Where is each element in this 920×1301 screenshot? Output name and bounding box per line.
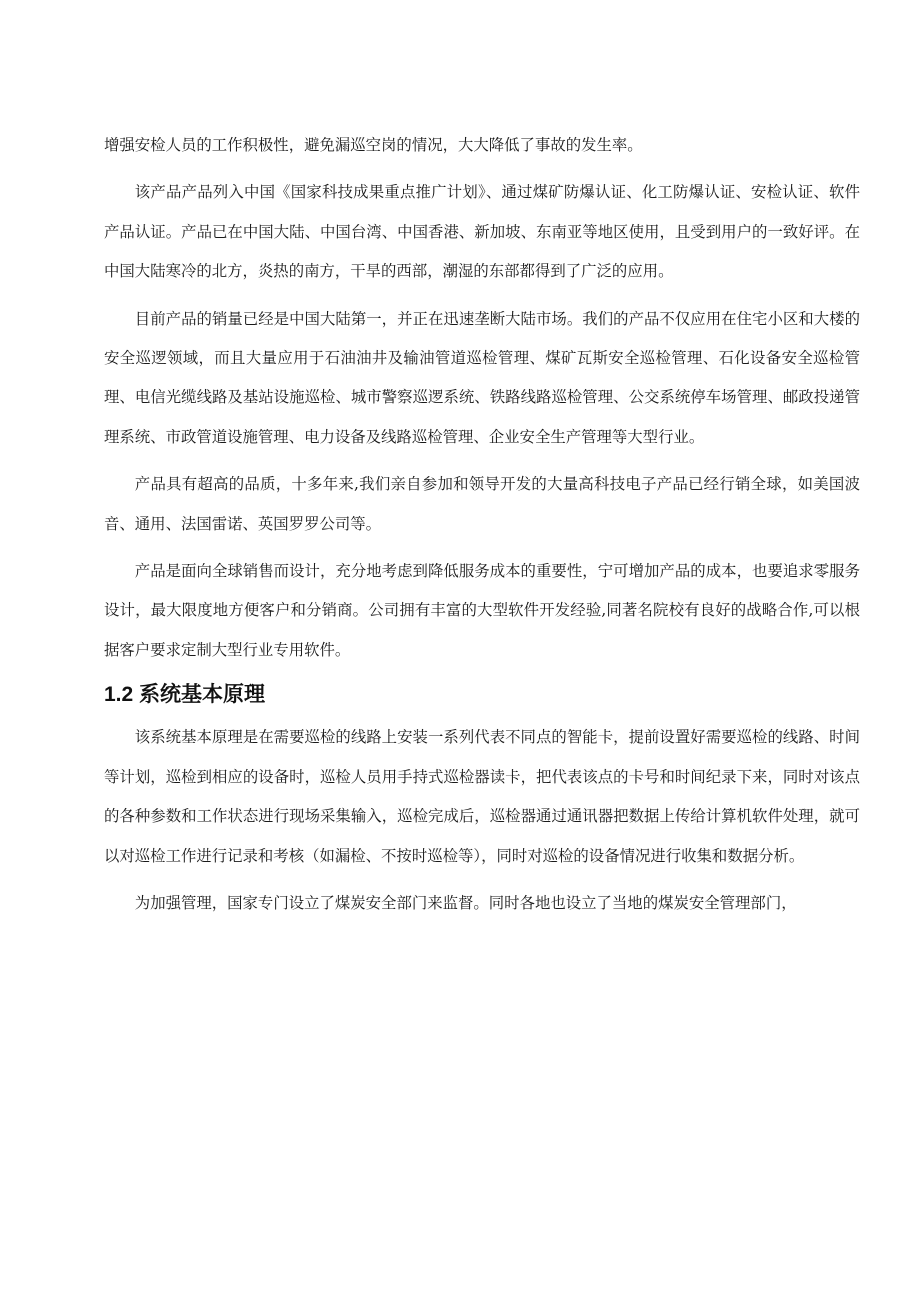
document-page [104, 126, 860, 931]
paragraph: 产品具有超高的品质，十多年来,我们亲自参加和领导开发的大量高科技电子产品已经行销全球，如美国波音、通用、法国雷诺、英国罗罗公司等。 [104, 475, 860, 533]
section-heading: 1.2 系统基本原理 [104, 683, 266, 707]
paragraph: 该产品产品列入中国《国家科技成果重点推广计划》、通过煤矿防爆认证、化工防爆认证、安检认证、软件产品认证。产品已在中国大陆、中国台湾、中国香港、新加坡、东南亚等地区使用，且受到用户的一致好评。在中国大陆寒冷的北方，炎热的南方，干旱的西部，潮湿的东部都得到了广泛的应用。 [104, 183, 860, 281]
paragraph: 为加强管理，国家专门设立了煤炭安全部门来监督。同时各地也设立了当地的煤炭安全管理部门， [134, 893, 797, 912]
paragraph: 该系统基本原理是在需要巡检的线路上安装一系列代表不同点的智能卡，提前设置好需要巡检的线路、时间等计划，巡检到相应的设备时，巡检人员用手持式巡检器读卡，把代表该点的卡号和时间纪录下来，同时对该点的各种参数和工作状态进行现场采集输入，巡检完成后，巡检器通过通讯器把数据上传给计算机软件处理，就可以对巡检工作进行记录和考核（如漏检、不按时巡检等），同时对巡检的设备情况进行收集和数据分析。 [104, 728, 860, 865]
paragraph: 目前产品的销量已经是中国大陆第一，并正在迅速垄断大陆市场。我们的产品不仅应用在住宅小区和大楼的安全巡逻领域，而且大量应用于石油油井及输油管道巡检管理、煤矿瓦斯安全巡检管理、石化设备安全巡检管理、电信光缆线路及基站设施巡检、城市警察巡逻系统、铁路线路巡检管理、公交系统停车场管理、邮政投递管理系统、市政管道设施管理、电力设备及线路巡检管理、企业安全生产管理等大型行业。 [104, 309, 860, 446]
paragraph: 产品是面向全球销售而设计，充分地考虑到降低服务成本的重要性，宁可增加产品的成本，也要追求零服务设计，最大限度地方便客户和分销商。公司拥有丰富的大型软件开发经验,同著名院校有良好的战略合作,可以根据客户要求定制大型行业专用软件。 [104, 562, 860, 659]
paragraph: 增强安检人员的工作积极性，避免漏巡空岗的情况，大大降低了事故的发生率。 [104, 136, 643, 154]
